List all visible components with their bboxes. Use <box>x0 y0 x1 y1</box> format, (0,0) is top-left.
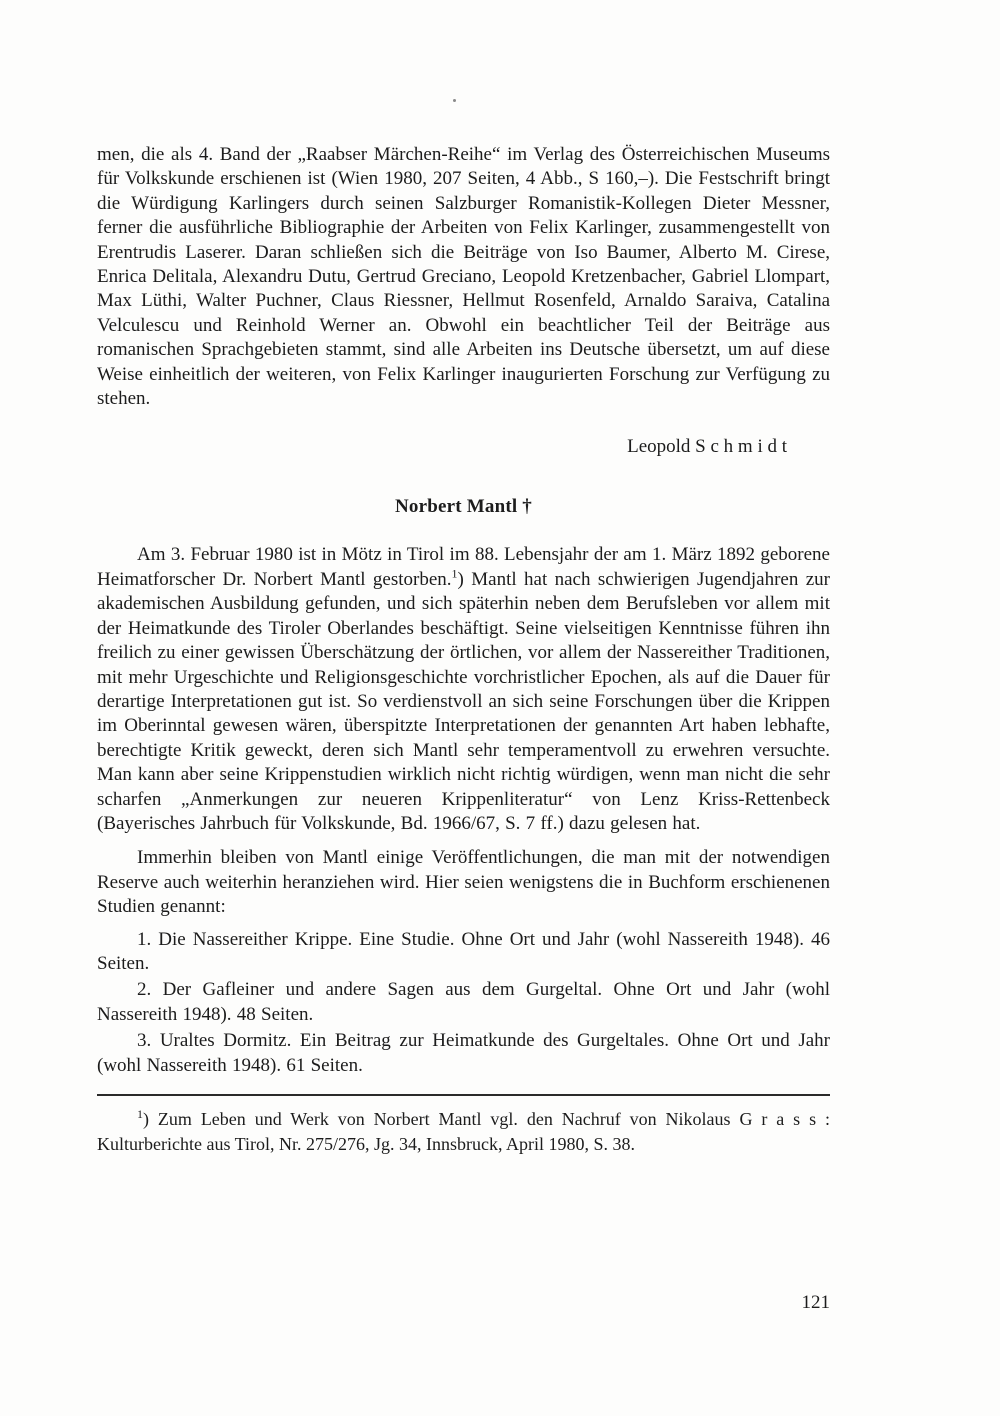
paragraph-text-after-footnote-ref: ) Mantl hat nach schwierigen Jugendjahren zur akademischen Ausbildung gefunden, und sich späterhin neben dem Berufsleben vor allem mit der Heimatkunde des Tiroler Oberlandes beschäftigt. Seine vielseitigen Kenntnisse führen ihn freilich zu einer gewissen Überschätzung der örtlichen, vor allem der Nassereither Traditionen, mit mehr Urgeschichte und Religionsgeschichte vorchristlicher Epochen, als auf die Dauer für derartige Interpretationen gut ist. So verdienstvoll an sich seine Forschungen über die Krippen im Oberinntal gewesen wären, überspitzte Interpretationen der genannten Art haben lebhafte, berechtigte Kritik geweckt, deren sich Mantl sehr temperamentvoll zu erwehren versuchte. Man kann aber seine Krippenstudien wirklich nicht richtig würdigen, wenn man nicht die sehr scharfen „Anmerkungen zur neueren Krippenliteratur“ von Lenz Kriss-Rettenbeck (Bayerisches Jahrbuch für Volkskunde, Bd. 1966/67, S. 7 ff.) dazu gelesen hat. <box>97 568 830 834</box>
footnote-body: ) Zum Leben und Werk von Norbert Mantl vgl. den Nachruf von Nikolaus G r a s s : Kulturberichte aus Tirol, Nr. 275/276, Jg. 34, Innsbruck, April 1980, S. 38. <box>97 1109 830 1154</box>
previous-article-closing-paragraph: men, die als 4. Band der „Raabser Märchen-Reihe“ im Verlag des Österreichischen Museums für Volkskunde erschienen ist (Wien 1980, 207 Seiten, 4 Abb., S 160,–). Die Festschrift bringt die Würdigung Karlingers durch seinen Salzburger Romanistik-Kollegen Dieter Messner, ferner die ausführliche Bibliographie der Arbeiten von Felix Karlinger, zusammengestellt von Erentrudis Laserer. Daran schließen sich die Beiträge von Iso Baumer, Alberto M. Cirese, Enrica Delitala, Alexandru Dutu, Gertrud Greciano, Leopold Kretzenbacher, Gabriel Llompart, Max Lüthi, Walter Puchner, Claus Riessner, Hellmut Rosenfeld, Arnaldo Saraiva, Catalina Velculescu und Reinhold Werner an. Obwohl ein beachtlicher Teil der Beiträge aus romanischen Sprachgebieten stammt, sind alle Arbeiten ins Deutsche übersetzt, um auf diese Weise einheitlich der weiteren, von Felix Karlinger inaugurierten Forschung zur Verfügung zu stehen. <box>97 144 830 410</box>
page-number: 121 <box>801 1292 830 1313</box>
work-item-2: 2. Der Gafleiner und andere Sagen aus dem Gurgeltal. Ohne Ort und Jahr (wohl Nassereith 1948). 48 Seiten. <box>97 979 830 1025</box>
footnote-separator-rule <box>97 1094 830 1096</box>
paragraph-text-before-footnote-ref: Am 3. Februar 1980 ist in Mötz in Tirol im 88. Lebensjahr der am 1. März 1892 geborene Heimatforscher Dr. Norbert Mantl gestorben. <box>97 544 830 590</box>
author-signature: Leopold S c h m i d t <box>627 436 787 458</box>
work-item-3: 3. Uraltes Dormitz. Ein Beitrag zur Heimatkunde des Gurgeltales. Ohne Ort und Jahr (wohl Nassereith 1948). 61 Seiten. <box>97 1030 830 1076</box>
footnote-marker: 1 <box>137 1107 143 1121</box>
footnote-reference-marker: 1 <box>451 566 458 581</box>
footnote-text <box>97 1107 830 1156</box>
work-item-1: 1. Die Nassereither Krippe. Eine Studie. Ohne Ort und Jahr (wohl Nassereith 1948). 46 Seiten. <box>97 928 830 974</box>
obituary-title: Norbert Mantl † <box>394 496 533 518</box>
works-list <box>97 928 830 1078</box>
obituary-paragraph-2: Immerhin bleiben von Mantl einige Veröffentlichungen, die man mit der notwendigen Reserve auch weiterhin heranziehen wird. Hier seien wenigstens die in Buchform erschienenen Studien genannt: <box>97 847 830 918</box>
scan-artifact-dot <box>453 99 456 102</box>
obituary-paragraph-1 <box>97 543 830 836</box>
